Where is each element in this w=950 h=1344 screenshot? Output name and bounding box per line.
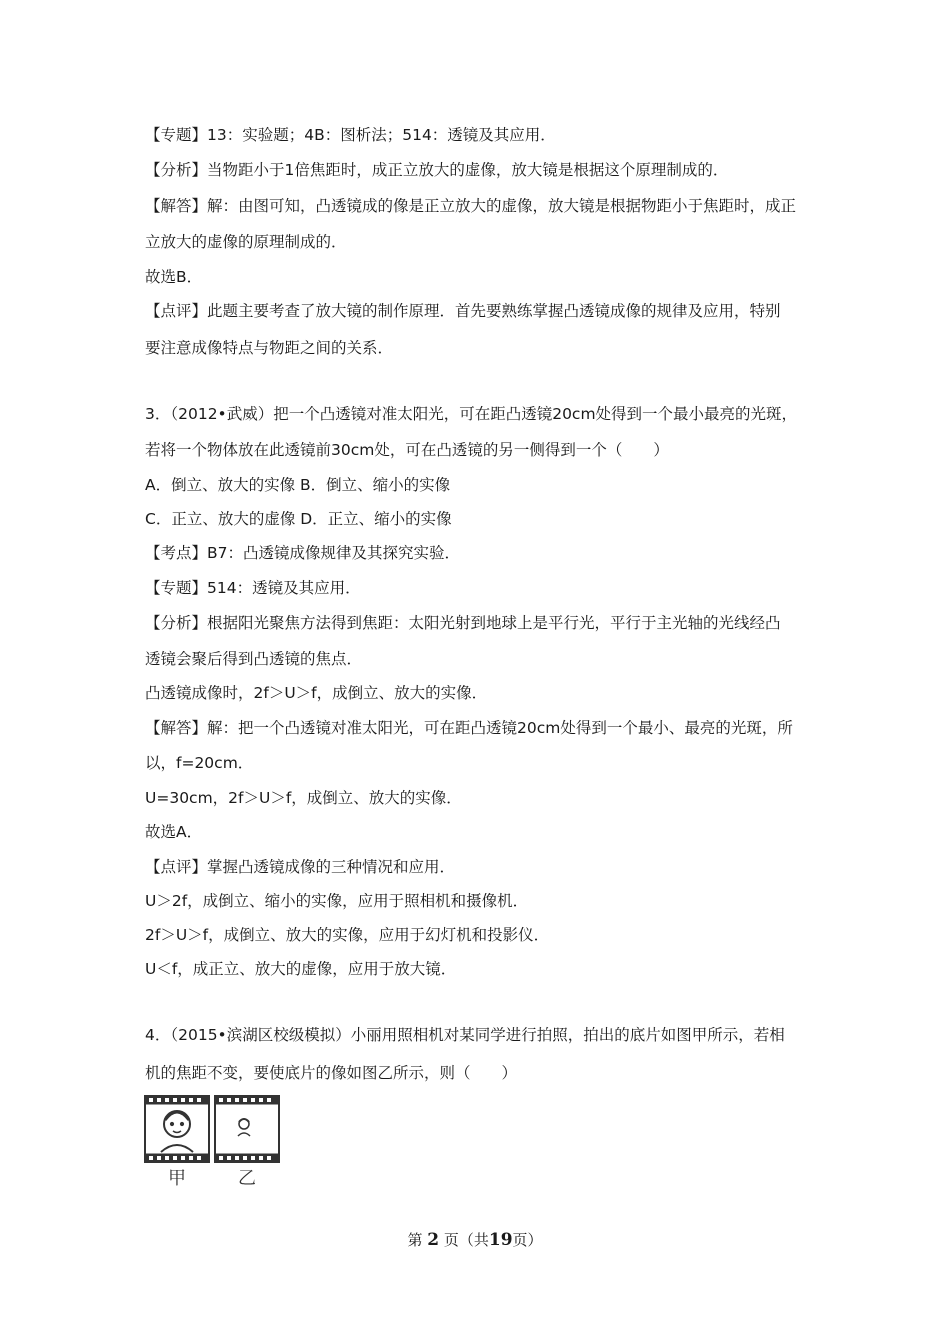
text-line: 立放大的虚像的原理制成的． <box>145 233 347 251</box>
film-label-right: 乙 <box>238 1168 256 1189</box>
text-line: 2f＞U＞f，成倒立、放大的实像，应用于幻灯机和投影仪． <box>145 926 550 944</box>
film-strips-illustration <box>143 1094 283 1190</box>
text-line: 透镜会聚后得到凸透镜的焦点． <box>145 650 363 668</box>
question-3-options: A．倒立、放大的实像 B．倒立、缩小的实像 <box>145 476 451 494</box>
question-4-stem: 机的焦距不变，要使底片的像如图乙所示，则（ ） <box>145 1064 518 1082</box>
footer-middle: 页（共 <box>443 1231 489 1249</box>
question-3-options: C．正立、放大的虚像 D．正立、缩小的实像 <box>145 510 452 528</box>
film-negatives-figure <box>143 1094 283 1190</box>
page-footer <box>0 1229 950 1250</box>
text-line: 以，f=20cm． <box>145 754 254 772</box>
film-right <box>215 1096 279 1162</box>
text-line: U＜f，成正立、放大的虚像，应用于放大镜． <box>145 960 457 978</box>
question-3-stem: 3．（2012•武威）把一个凸透镜对准太阳光，可在距凸透镜20cm处得到一个最小最亮的光斑， <box>145 405 798 423</box>
footer-suffix: 页） <box>512 1231 543 1249</box>
text-line: 要注意成像特点与物距之间的关系． <box>145 339 394 357</box>
text-line: 【分析】根据阳光聚焦方法得到焦距：太阳光射到地球上是平行光，平行于主光轴的光线经凸 <box>145 614 781 632</box>
footer-total-pages: 19 <box>488 1230 513 1250</box>
text-line: 【点评】掌握凸透镜成像的三种情况和应用． <box>145 858 456 876</box>
text-line: 【考点】B7：凸透镜成像规律及其探究实验． <box>145 544 460 562</box>
footer-prefix: 第 <box>407 1231 423 1249</box>
footer-page-number: 2 <box>427 1230 440 1250</box>
text-line: U=30cm，2f＞U＞f，成倒立、放大的实像． <box>145 789 462 807</box>
text-line: U＞2f，成倒立、缩小的实像，应用于照相机和摄像机． <box>145 892 529 910</box>
text-line: 故选A． <box>145 823 203 841</box>
question-4-stem: 4．（2015•滨湖区校级模拟）小丽用照相机对某同学进行拍照，拍出的底片如图甲所示，若相 <box>145 1026 785 1044</box>
film-left <box>145 1096 209 1162</box>
text-line: 故选B． <box>145 268 203 286</box>
text-line: 【点评】此题主要考查了放大镜的制作原理．首先要熟练掌握凸透镜成像的规律及应用，特别 <box>145 302 781 320</box>
text-line: 【专题】514：透镜及其应用． <box>145 579 361 597</box>
text-line: 【专题】13：实验题；4B：图析法；514：透镜及其应用． <box>145 126 556 144</box>
film-label-left: 甲 <box>168 1168 186 1189</box>
question-3-stem: 若将一个物体放在此透镜前30cm处，可在凸透镜的另一侧得到一个（ ） <box>145 441 669 459</box>
text-line: 【解答】解：由图可知，凸透镜成的像是正立放大的虚像，放大镜是根据物距小于焦距时，成正 <box>145 197 797 215</box>
text-line: 凸透镜成像时，2f＞U＞f，成倒立、放大的实像． <box>145 684 488 702</box>
text-line: 【分析】当物距小于1倍焦距时，成正立放大的虚像，放大镜是根据这个原理制成的． <box>145 161 729 179</box>
text-line: 【解答】解：把一个凸透镜对准太阳光，可在距凸透镜20cm处得到一个最小、最亮的光斑，所 <box>145 719 793 737</box>
